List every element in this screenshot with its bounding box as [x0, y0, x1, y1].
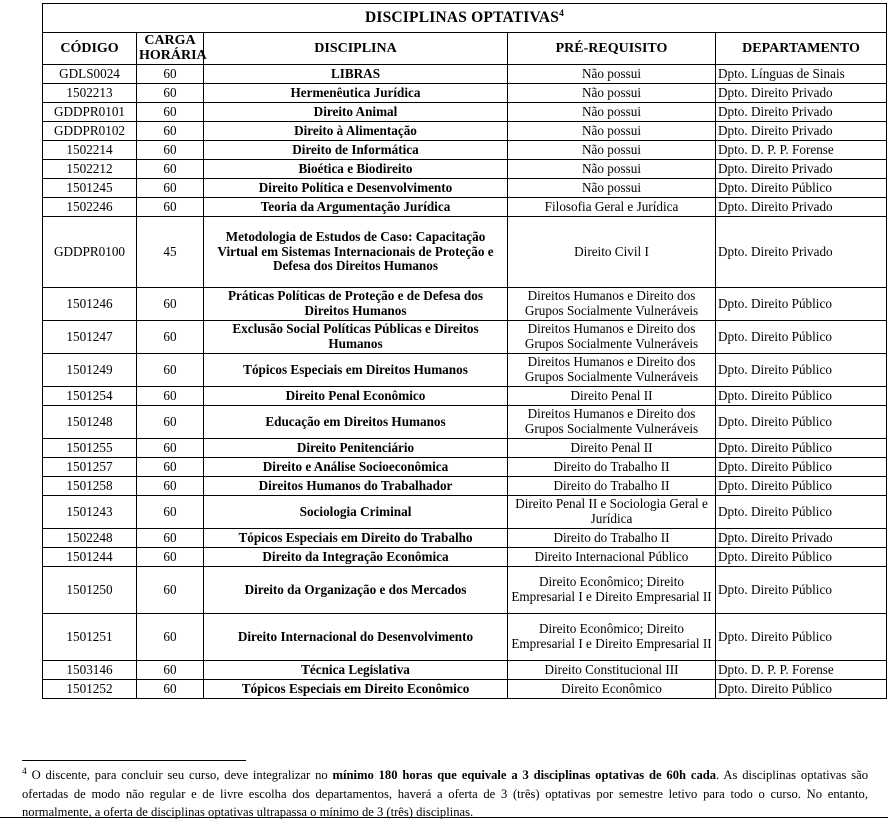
cell-codigo: 1501251 [43, 613, 137, 660]
cell-departamento: Dpto. Direito Privado [716, 102, 887, 121]
cell-pre-requisito: Direito Internacional Público [508, 547, 716, 566]
cell-carga: 60 [137, 528, 204, 547]
cell-codigo: 1501249 [43, 353, 137, 386]
cell-codigo: 1501246 [43, 287, 137, 320]
cell-departamento: Dpto. Direito Público [716, 353, 887, 386]
cell-carga: 60 [137, 287, 204, 320]
cell-pre-requisito: Direito Penal II [508, 438, 716, 457]
table-row [43, 457, 887, 476]
cell-disciplina: Tópicos Especiais em Direito do Trabalho [204, 528, 508, 547]
cell-disciplina: Direito Política e Desenvolvimento [204, 178, 508, 197]
table-row [43, 353, 887, 386]
cell-disciplina: Direito de Informática [204, 140, 508, 159]
cell-disciplina: Direitos Humanos do Trabalhador [204, 476, 508, 495]
cell-disciplina: Direito da Organização e dos Mercados [204, 566, 508, 613]
cell-disciplina: Bioética e Biodireito [204, 159, 508, 178]
cell-pre-requisito: Não possui [508, 102, 716, 121]
cell-pre-requisito: Não possui [508, 121, 716, 140]
cell-departamento: Dpto. Direito Privado [716, 159, 887, 178]
cell-pre-requisito: Não possui [508, 83, 716, 102]
table-title-footnote-marker: 4 [559, 9, 565, 20]
cell-carga: 60 [137, 457, 204, 476]
cell-carga: 60 [137, 566, 204, 613]
table-row [43, 64, 887, 83]
cell-carga: 60 [137, 438, 204, 457]
cell-codigo: 1501244 [43, 547, 137, 566]
cell-disciplina: Sociologia Criminal [204, 495, 508, 528]
cell-departamento: Dpto. Direito Público [716, 438, 887, 457]
cell-pre-requisito: Direito Econômico; Direito Empresarial I e Direito Empresarial II [508, 566, 716, 613]
cell-carga: 60 [137, 140, 204, 159]
cell-codigo: 1501258 [43, 476, 137, 495]
cell-disciplina: Direito Animal [204, 102, 508, 121]
cell-carga: 60 [137, 121, 204, 140]
table-title-text: DISCIPLINAS OPTATIVAS [364, 9, 560, 27]
cell-disciplina: Educação em Direitos Humanos [204, 405, 508, 438]
cell-disciplina: Exclusão Social Políticas Públicas e Direitos Humanos [204, 320, 508, 353]
cell-codigo: GDLS0024 [43, 64, 137, 83]
footnote-text-part2: . As disciplinas optativas são ofertadas de modo não regular e de livre escolha dos departamentos, haverá a oferta de 3 (três) optativas por semestre letivo para todo o curso. No entanto, normalmente, a oferta de disciplinas optativas ultrapassa o mínimo de 3 (três) disciplinas. [22, 768, 868, 820]
cell-departamento: Dpto. Línguas de Sinais [716, 64, 887, 83]
cell-disciplina: Direito da Integração Econômica [204, 547, 508, 566]
cell-departamento: Dpto. Direito Privado [716, 121, 887, 140]
cell-pre-requisito: Direito do Trabalho II [508, 476, 716, 495]
cell-pre-requisito: Direitos Humanos e Direito dos Grupos Socialmente Vulneráveis [508, 287, 716, 320]
cell-codigo: 1501247 [43, 320, 137, 353]
cell-carga: 60 [137, 159, 204, 178]
cell-pre-requisito: Direitos Humanos e Direito dos Grupos Socialmente Vulneráveis [508, 320, 716, 353]
cell-pre-requisito: Direito do Trabalho II [508, 528, 716, 547]
column-header-carga-line2: HORÁRIA [139, 48, 207, 64]
table-row [43, 660, 887, 679]
cell-departamento: Dpto. Direito Público [716, 476, 887, 495]
cell-carga: 60 [137, 613, 204, 660]
cell-codigo: 1502214 [43, 140, 137, 159]
table-row [43, 476, 887, 495]
cell-disciplina: Práticas Políticas de Proteção e de Defesa dos Direitos Humanos [204, 287, 508, 320]
cell-carga: 60 [137, 660, 204, 679]
table-row [43, 320, 887, 353]
cell-codigo: 1501248 [43, 405, 137, 438]
table-row [43, 613, 887, 660]
disciplinas-optativas-table [42, 3, 887, 699]
column-header-codigo: CÓDIGO [43, 33, 137, 65]
cell-carga: 60 [137, 102, 204, 121]
cell-carga: 45 [137, 216, 204, 287]
table-row [43, 528, 887, 547]
column-header-pre-requisito: PRÉ-REQUISITO [508, 33, 716, 65]
cell-pre-requisito: Não possui [508, 64, 716, 83]
cell-codigo: 1502212 [43, 159, 137, 178]
cell-carga: 60 [137, 83, 204, 102]
cell-departamento: Dpto. Direito Público [716, 566, 887, 613]
table-row [43, 566, 887, 613]
cell-pre-requisito: Direito Penal II e Sociologia Geral e Jurídica [508, 495, 716, 528]
cell-departamento: Dpto. Direito Público [716, 613, 887, 660]
cell-pre-requisito: Não possui [508, 178, 716, 197]
cell-pre-requisito: Direito Econômico; Direito Empresarial I e Direito Empresarial II [508, 613, 716, 660]
cell-disciplina: Direito e Análise Socioeconômica [204, 457, 508, 476]
cell-pre-requisito: Direitos Humanos e Direito dos Grupos Socialmente Vulneráveis [508, 405, 716, 438]
cell-departamento: Dpto. D. P. P. Forense [716, 660, 887, 679]
cell-disciplina: Tópicos Especiais em Direito Econômico [204, 679, 508, 698]
footnote-text-part1: O discente, para concluir seu curso, deve integralizar no [26, 768, 333, 782]
cell-disciplina: Hermenêutica Jurídica [204, 83, 508, 102]
table-row [43, 287, 887, 320]
table-row [43, 159, 887, 178]
cell-disciplina: LIBRAS [204, 64, 508, 83]
cell-codigo: 1501254 [43, 386, 137, 405]
cell-carga: 60 [137, 197, 204, 216]
cell-codigo: 1502248 [43, 528, 137, 547]
footnote-marker: 4 [22, 766, 27, 777]
column-header-carga-line1: CARGA [144, 33, 196, 48]
table-row [43, 140, 887, 159]
cell-codigo: 1501255 [43, 438, 137, 457]
cell-departamento: Dpto. Direito Público [716, 405, 887, 438]
cell-codigo: 1502246 [43, 197, 137, 216]
cell-carga: 60 [137, 495, 204, 528]
cell-codigo: 1503146 [43, 660, 137, 679]
table-row [43, 438, 887, 457]
cell-carga: 60 [137, 64, 204, 83]
column-header-disciplina: DISCIPLINA [204, 33, 508, 65]
cell-codigo: 1501243 [43, 495, 137, 528]
cell-codigo: 1501257 [43, 457, 137, 476]
cell-departamento: Dpto. Direito Público [716, 178, 887, 197]
cell-codigo: GDDPR0101 [43, 102, 137, 121]
cell-departamento: Dpto. Direito Privado [716, 216, 887, 287]
cell-pre-requisito: Direito Civil I [508, 216, 716, 287]
table-header [43, 4, 887, 65]
cell-departamento: Dpto. Direito Público [716, 287, 887, 320]
cell-pre-requisito: Direito Penal II [508, 386, 716, 405]
cell-pre-requisito: Direito do Trabalho II [508, 457, 716, 476]
table-row [43, 83, 887, 102]
cell-carga: 60 [137, 405, 204, 438]
table-column-header-row [43, 33, 887, 65]
table-row [43, 178, 887, 197]
footnote-text-bold: mínimo 180 horas que equivale a 3 disciplinas optativas de 60h cada [332, 768, 717, 782]
table-row [43, 679, 887, 698]
table-title-row [43, 4, 887, 33]
cell-pre-requisito: Direito Econômico [508, 679, 716, 698]
cell-departamento: Dpto. Direito Público [716, 547, 887, 566]
cell-disciplina: Direito Internacional do Desenvolvimento [204, 613, 508, 660]
table-row [43, 102, 887, 121]
footnote-separator-rule [22, 760, 246, 761]
table-body [43, 64, 887, 698]
cell-carga: 60 [137, 679, 204, 698]
cell-carga: 60 [137, 386, 204, 405]
cell-pre-requisito: Não possui [508, 159, 716, 178]
column-header-carga-horaria [137, 33, 207, 65]
cell-departamento: Dpto. Direito Público [716, 320, 887, 353]
column-header-departamento: DEPARTAMENTO [716, 33, 887, 65]
cell-pre-requisito: Direito Constitucional III [508, 660, 716, 679]
cell-codigo: GDDPR0102 [43, 121, 137, 140]
cell-disciplina: Direito à Alimentação [204, 121, 508, 140]
table-title-cell [43, 4, 887, 33]
cell-codigo: 1501245 [43, 178, 137, 197]
cell-departamento: Dpto. Direito Privado [716, 197, 887, 216]
cell-pre-requisito: Não possui [508, 140, 716, 159]
cell-disciplina: Direito Penal Econômico [204, 386, 508, 405]
cell-departamento: Dpto. Direito Privado [716, 83, 887, 102]
cell-pre-requisito: Filosofia Geral e Jurídica [508, 197, 716, 216]
table-row [43, 386, 887, 405]
page-bottom-rule [0, 817, 888, 818]
cell-carga: 60 [137, 476, 204, 495]
cell-departamento: Dpto. Direito Público [716, 679, 887, 698]
cell-pre-requisito: Direitos Humanos e Direito dos Grupos Socialmente Vulneráveis [508, 353, 716, 386]
cell-disciplina: Técnica Legislativa [204, 660, 508, 679]
table-row [43, 547, 887, 566]
cell-departamento: Dpto. D. P. P. Forense [716, 140, 887, 159]
cell-codigo: GDDPR0100 [43, 216, 137, 287]
footnote [22, 766, 868, 822]
cell-disciplina: Tópicos Especiais em Direitos Humanos [204, 353, 508, 386]
cell-codigo: 1502213 [43, 83, 137, 102]
table-row [43, 121, 887, 140]
cell-codigo: 1501250 [43, 566, 137, 613]
disciplinas-optativas-table-wrapper [42, 3, 886, 699]
cell-disciplina: Metodologia de Estudos de Caso: Capacitação Virtual em Sistemas Internacionais de Proteção e Defesa dos Direitos Humanos [204, 216, 508, 287]
cell-codigo: 1501252 [43, 679, 137, 698]
cell-carga: 60 [137, 178, 204, 197]
cell-carga: 60 [137, 353, 204, 386]
table-row [43, 197, 887, 216]
cell-departamento: Dpto. Direito Público [716, 457, 887, 476]
cell-departamento: Dpto. Direito Privado [716, 528, 887, 547]
table-row [43, 405, 887, 438]
cell-departamento: Dpto. Direito Público [716, 386, 887, 405]
cell-disciplina: Teoria da Argumentação Jurídica [204, 197, 508, 216]
cell-disciplina: Direito Penitenciário [204, 438, 508, 457]
table-row [43, 216, 887, 287]
cell-carga: 60 [137, 320, 204, 353]
cell-carga: 60 [137, 547, 204, 566]
table-row [43, 495, 887, 528]
cell-departamento: Dpto. Direito Público [716, 495, 887, 528]
